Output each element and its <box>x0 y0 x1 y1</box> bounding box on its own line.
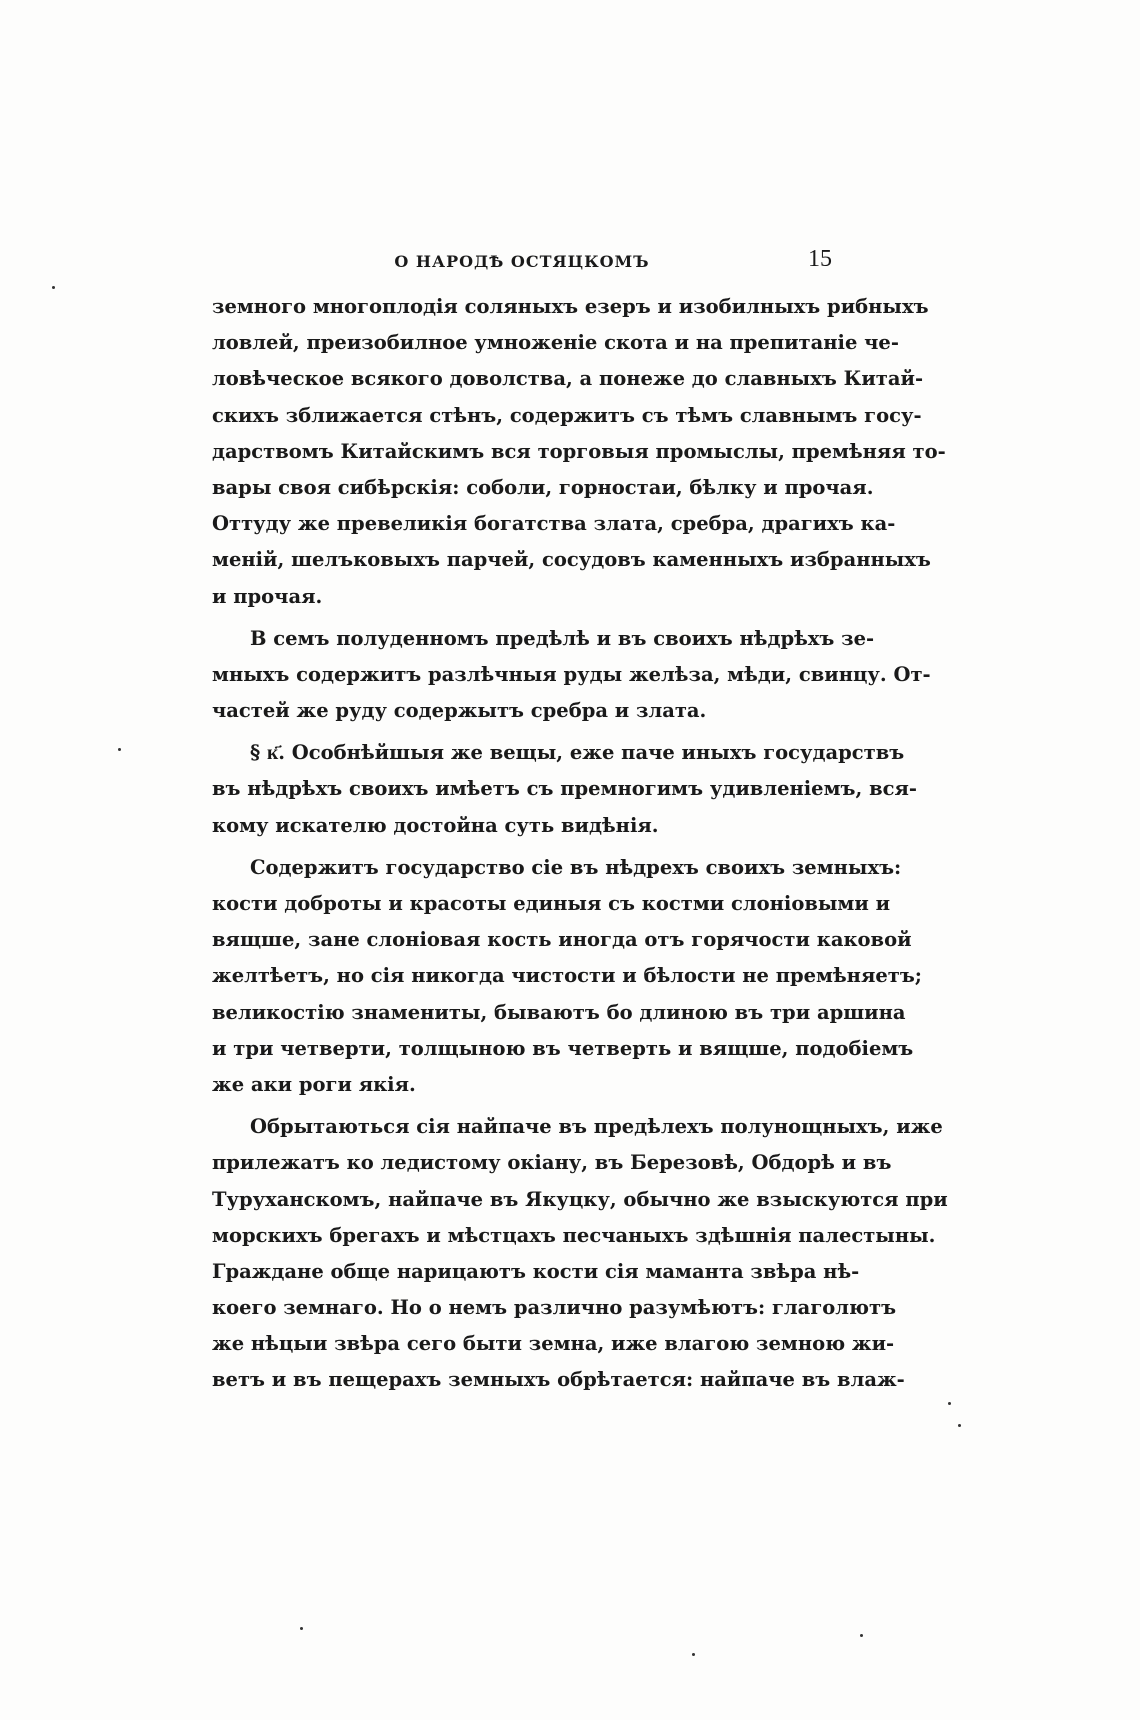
text-line: кому искателю достойна суть видѣнія. <box>212 813 659 837</box>
text-line: же нѣцыи звѣра сего быти земна, иже влагою земною жи- <box>212 1332 895 1356</box>
running-title: О НАРОДѢ ОСТЯЦКОМЪ <box>394 252 650 271</box>
text-line: морскихъ брегахъ и мѣстцахъ песчаныхъ здѣшнія палестыны. <box>212 1223 936 1247</box>
text-line: ловлей, преизобилное умноженіе скота и на препитаніе че- <box>212 331 899 355</box>
text-line: же аки роги якія. <box>212 1072 416 1096</box>
text-line: и три четверти, толщыною въ четверть и вящше, подобіемъ <box>212 1036 914 1060</box>
text-line: и прочая. <box>212 584 323 608</box>
text-line: ветъ и въ пещерахъ земныхъ обрѣтается: найпаче въ влаж- <box>212 1368 905 1392</box>
paragraph <box>212 621 931 730</box>
text-line: вары своя сибѣрскія: соболи, горностаи, бѣлку и прочая. <box>212 475 874 499</box>
scan-speck <box>692 1653 695 1656</box>
text-line: вящше, зане слоніовая кость иногда отъ горячости каковой <box>212 928 912 952</box>
text-line: ловѣческое всякого доволства, а понеже до славныхъ Китай- <box>212 367 924 391</box>
text-line: дарствомъ Китайскимъ вся торговыя промыслы, премѣняя то- <box>212 439 946 463</box>
paragraph <box>212 1109 948 1399</box>
text-line: кости доброты и красоты единыя съ костми слоніовыми и <box>212 892 891 915</box>
scan-speck <box>860 1634 863 1637</box>
paragraph <box>212 735 917 844</box>
text-line: В семъ полуденномъ предѣлѣ и въ своихъ нѣдрѣхъ зе- <box>250 626 875 650</box>
text-line: въ нѣдрѣхъ своихъ имѣетъ съ премногимъ удивленіемъ, вся- <box>212 777 917 801</box>
text-line: скихъ зближается стѣнъ, содержитъ съ тѣмъ славнымъ госу- <box>212 403 922 427</box>
text-line: Оттуду же превеликія богатства злата, сребра, драгихъ ка- <box>212 512 896 536</box>
text-line: Граждане обще нарицаютъ кости сія маманта звѣра нѣ- <box>212 1259 860 1283</box>
text-line: Обрытаються сія найпаче въ предѣлехъ полунощныхъ, иже <box>250 1115 943 1139</box>
text-line: мныхъ содержитъ разлѣчныя руды желѣза, мѣди, свинцу. От- <box>212 662 931 686</box>
scan-speck <box>300 1627 303 1630</box>
text-line: Туруханскомъ, найпаче въ Якуцку, обычно же взыскуются при <box>212 1187 948 1211</box>
text-line: прилежатъ ко ледистому окіану, въ Березовѣ, Обдорѣ и въ <box>212 1151 892 1175</box>
text-line: § к҃. Особнѣйшыя же вещы, еже паче иныхъ государствъ <box>250 741 905 765</box>
paragraph <box>212 850 922 1103</box>
scan-speck <box>52 286 55 289</box>
scan-speck <box>118 748 121 751</box>
text-line: земного многоплодія соляныхъ езеръ и изобилныхъ рибныхъ <box>212 295 929 318</box>
text-line: желтѣетъ, но сія никогда чистости и бѣлости не премѣняетъ; <box>212 964 922 988</box>
scan-speck <box>948 1402 951 1405</box>
body-text <box>212 289 948 1399</box>
scan-speck <box>958 1424 961 1427</box>
text-line: коего земнаго. Но о немъ различно разумѣютъ: глаголютъ <box>212 1296 897 1320</box>
paragraph <box>212 289 946 615</box>
running-head <box>212 246 832 286</box>
text-line: частей же руду содержытъ сребра и злата. <box>212 699 707 723</box>
text-line: меній, шелъковыхъ парчей, сосудовъ каменныхъ избранныхъ <box>212 548 931 572</box>
text-line: великостію знамениты, бываютъ бо длиною въ три аршина <box>212 1000 906 1024</box>
page-number: 15 <box>808 246 832 272</box>
text-line: Содержитъ государство сіе въ нѣдрехъ своихъ земныхъ: <box>250 855 902 879</box>
